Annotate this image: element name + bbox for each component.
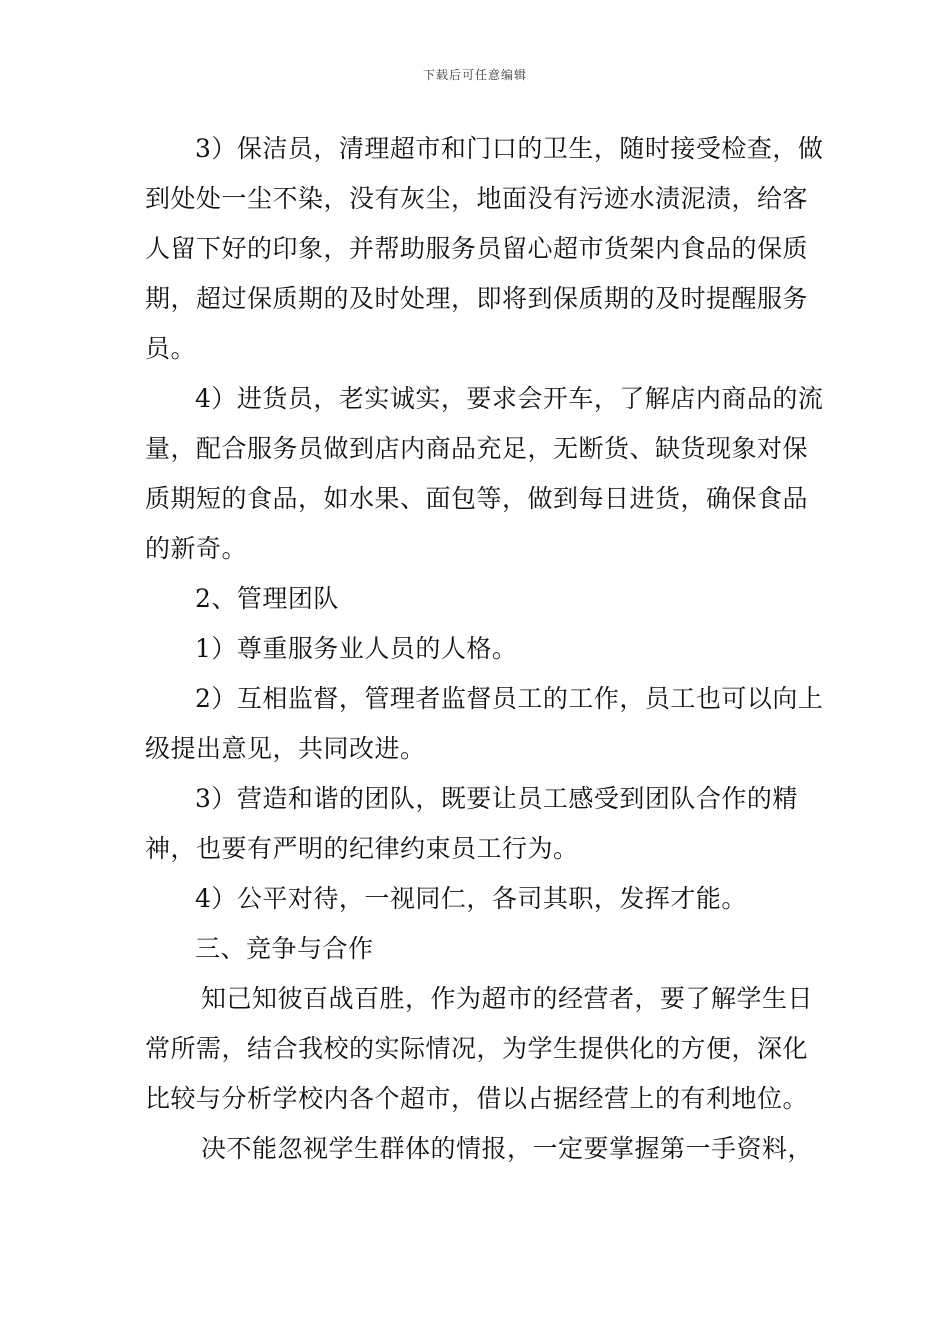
paragraph-mutual-supervision: 2）互相监督，管理者监督员工的工作，员工也可以向上级提出意见，共同改进。 bbox=[145, 684, 824, 763]
paragraph-harmonious-team: 3）营造和谐的团队，既要让员工感受到团队合作的精神，也要有严明的纪律约束员工行为。 bbox=[145, 784, 798, 863]
paragraph-cleaner-duties: 3）保洁员，清理超市和门口的卫生，随时接受检查，做到处处一尘不染，没有灰尘，地面没有污迹水渍泥渍，给客人留下好的印象，并帮助服务员留心超市货架内食品的保质期，超过保质期的及时处理，即将到保质期的及时提醒服务员。 bbox=[145, 134, 824, 363]
section-heading-team-management: 2、管理团队 bbox=[195, 584, 339, 613]
paragraph-student-information: 决不能忽视学生群体的情报，一定要掌握第一手资料， bbox=[201, 1134, 814, 1163]
page-header-note: 下载后可任意编辑 bbox=[422, 68, 527, 82]
paragraph-purchaser-duties: 4）进货员，老实诚实，要求会开车，了解店内商品的流量，配合服务员做到店内商品充足，无断货、缺货现象对保质期短的食品，如水果、面包等，做到每日进货，确保食品的新奇。 bbox=[145, 384, 824, 563]
paragraph-fair-treatment: 4）公平对待，一视同仁，各司其职，发挥才能。 bbox=[195, 884, 747, 913]
document-body bbox=[145, 124, 825, 1174]
paragraph-know-competitors: 知己知彼百战百胜，作为超市的经营者，要了解学生日常所需，结合我校的实际情况，为学生提供化的方便，深化比较与分析学校内各个超市，借以占据经营上的有利地位。 bbox=[145, 984, 814, 1113]
section-heading-competition-cooperation: 三、竞争与合作 bbox=[195, 934, 374, 963]
paragraph-respect-staff: 1）尊重服务业人员的人格。 bbox=[195, 634, 518, 663]
